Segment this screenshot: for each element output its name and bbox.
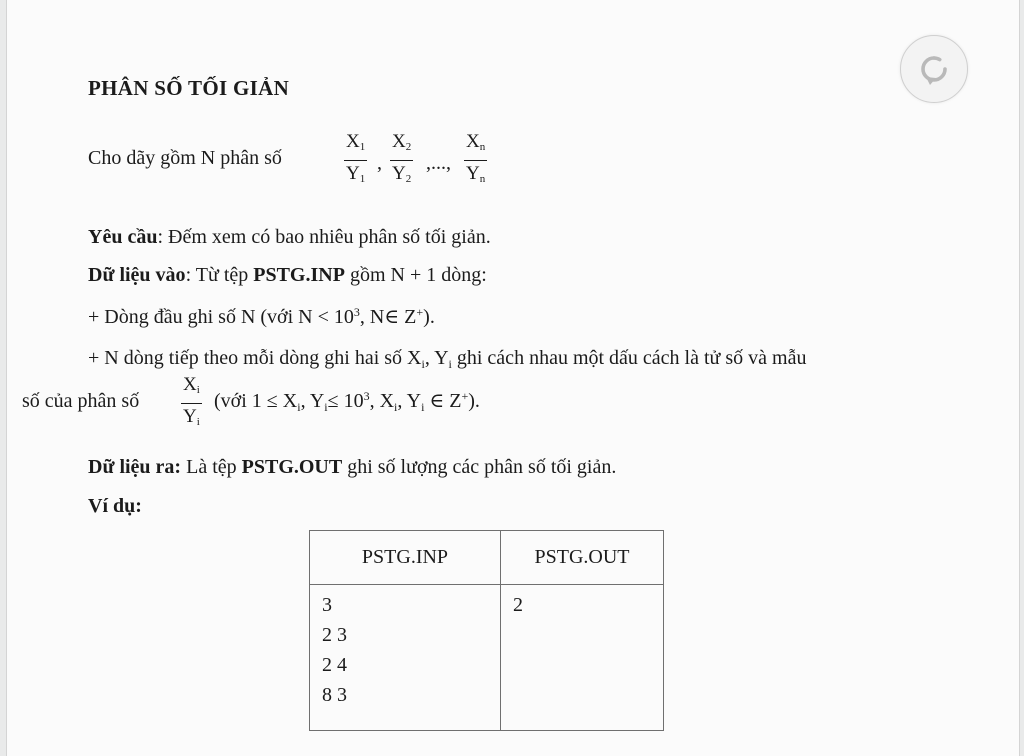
fraction-separator: , xyxy=(377,152,382,174)
document-page xyxy=(6,0,1020,756)
fraction-2: $\frac{X_2}{Y_2}$ xyxy=(392,131,412,185)
header-output-file: PSTG.OUT xyxy=(501,531,664,585)
fraction-i: $\frac{X_i}{Y_i}$ xyxy=(183,374,200,428)
requirement-label: Yêu cầu xyxy=(88,226,158,248)
output-filename: PSTG.OUT xyxy=(241,456,343,478)
intro-text: Cho dãy gồm N phân số xyxy=(88,147,282,169)
input-detail-line-1: + Dòng đầu ghi số N (với $N < 10^3$, N∈ Z+). xyxy=(88,305,435,328)
refresh-button[interactable] xyxy=(900,35,968,103)
input-line: Dữ liệu vào: Từ tệp PSTG.INP gồm N + 1 dòng: xyxy=(88,264,487,286)
input-detail-line-3: (với $1 \le X_i$, $Y_i\le 10^3$, $X_i$, $Y_i$ ∈ Z+). xyxy=(214,389,480,414)
requirement-line xyxy=(88,225,491,249)
example-table xyxy=(309,530,664,731)
example-label: Ví dụ: xyxy=(88,495,142,517)
input-line-item: 3 xyxy=(322,594,332,616)
input-label: Dữ liệu vào xyxy=(88,264,186,286)
header-input-file: PSTG.INP xyxy=(310,531,501,585)
requirement-text: : Đếm xem có bao nhiêu phân số tối giản. xyxy=(157,226,491,248)
output-line-item: 2 xyxy=(513,594,523,616)
input-detail-line-2: + N dòng tiếp theo mỗi dòng ghi hai số $X_i$, $Y_i$ ghi cách nhau một dấu cách là tử số và mẫu xyxy=(88,347,807,371)
table-row xyxy=(310,585,664,731)
problem-title: PHÂN SỐ TỐI GIẢN xyxy=(88,76,290,100)
input-line-item: 2 3 xyxy=(322,624,347,646)
input-line-item: 2 4 xyxy=(322,654,347,676)
fraction-n: $\frac{X_n}{Y_n}$ xyxy=(466,131,486,185)
input-line-item: 8 3 xyxy=(322,684,347,706)
output-label: Dữ liệu ra: xyxy=(88,456,182,478)
refresh-icon xyxy=(917,52,951,86)
output-cell xyxy=(501,585,664,731)
fraction-ellipsis: ,..., xyxy=(426,152,451,174)
input-filename: PSTG.INP xyxy=(253,264,345,286)
input-detail-line-3-prefix: số của phân số xyxy=(22,390,140,412)
output-line: Dữ liệu ra: Là tệp PSTG.OUT ghi số lượng các phân số tối giản. xyxy=(88,456,617,478)
table-header-row xyxy=(310,531,664,585)
input-cell xyxy=(310,585,501,731)
fraction-1: $\frac{X_1}{Y_1}$ xyxy=(346,131,366,185)
